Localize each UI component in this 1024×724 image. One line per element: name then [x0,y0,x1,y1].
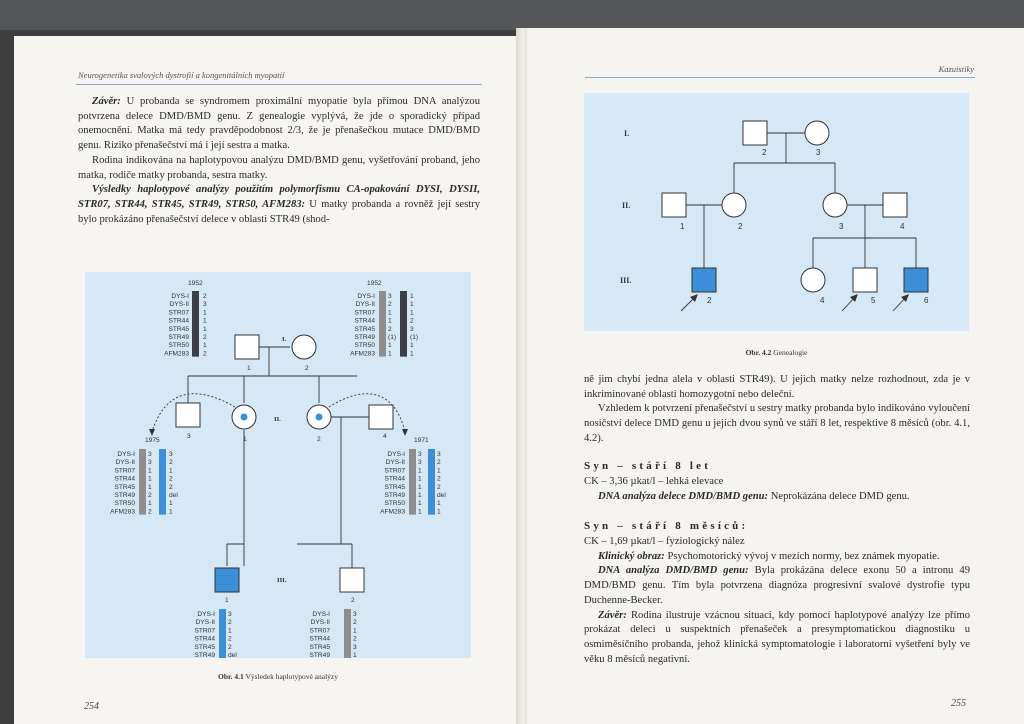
uncle-allele: 2 [169,483,173,491]
grandmother-number: 2 [305,365,309,372]
genealogy-figure [584,93,969,331]
gen-II-num-1: 1 [680,222,685,231]
uncle-allele: 2 [148,508,152,516]
gen-III-2-affected [692,268,716,292]
grandfather-allele: 2 [203,334,207,341]
proband-marker-label: STR07 [194,627,215,635]
grandmother-allele: 1 [410,350,414,358]
cousin-allele: 3 [353,611,357,618]
aunt-husband-allele: 3 [418,451,422,458]
grandmother-marker-label: STR45 [354,325,375,333]
cousin-allele: 2 [353,635,357,643]
aunt-husband-allele: 1 [418,467,422,475]
grandmother-marker-label: STR50 [354,342,375,350]
aunt-husband-haplotype-bar-2 [428,449,435,515]
grandmother-symbol [292,335,316,359]
grandmother-marker-label: STR44 [354,317,375,325]
paragraph-indication: Rodina indikována na haplotypovou analýzu DMD/BMD genu, vyšetřování proband, jeho matka, rodiče matky probanda, sestra matky. [78,154,480,181]
uncle-symbol [176,403,200,427]
grandfather-allele: 2 [203,293,207,300]
grandmother-allele: 1 [388,317,392,325]
genealogy-gen-II: II. [622,201,631,210]
gen-label-III: III. [277,577,287,584]
gen-II-1-male [662,193,686,217]
gen-I-num-2: 2 [762,148,767,157]
grandmother-allele: 1 [388,309,392,317]
page-number-right: 255 [951,698,966,709]
uncle-marker-label: DYS-II [115,459,135,467]
grandmother-marker-label: DYS-II [355,301,375,309]
aunt-husband-number: 4 [383,433,387,440]
cousin-haplotype-bar-1 [344,609,351,658]
son-8y-dna-label: DNA analýza delece DMD/BMD genu: [598,490,769,502]
gen-II-num-3: 3 [839,222,844,231]
aunt-husband-marker-label: STR50 [384,500,405,508]
haplotype-figure [85,272,471,658]
gen-II-2-female [722,193,746,217]
grandfather-number: 1 [247,365,251,372]
gen-III-6-affected [904,268,928,292]
proband-allele: del [228,652,237,658]
aunt-husband-allele: 3 [437,451,441,458]
grandfather-marker-label: STR49 [168,334,189,341]
section-son-8-years [584,475,970,504]
grandmother-allele: 1 [410,342,414,350]
aunt-husband-marker-label: AFM283 [380,508,405,516]
grandmother-allele: (1) [388,334,397,341]
aunt-husband-year: 1971 [414,437,429,444]
figure-4-1-caption [85,672,471,681]
gen-I-3-female [805,121,829,145]
aunt-husband-allele: 1 [418,475,422,483]
left-page [14,36,520,724]
gen-III-4-female [801,268,825,292]
section-son-8-months-title: Syn – stáří 8 měsíců: [584,520,749,532]
grandfather-allele: 1 [203,325,207,333]
uncle-marker-label: DYS-I [117,451,135,458]
figure-4-1-label: Obr. 4.1 [217,672,244,681]
proband-allele: 1 [228,627,232,635]
figure-4-2-title: Genealogie [773,348,808,357]
figure-4-2-caption [584,348,969,357]
grandfather-marker-label: STR50 [168,342,189,350]
aunt-husband-allele: del [437,492,446,499]
aunt-husband-symbol [369,405,393,429]
uncle-allele: 2 [169,475,173,483]
son-8m-ck: CK – 1,69 µkat/l – fyziologický nález [584,536,745,547]
cousin-symbol [340,568,364,592]
grandmother-year: 1952 [367,280,382,287]
grandfather-allele: 2 [203,350,207,358]
background-strip [0,0,1024,30]
genealogy-gen-III: III. [620,276,632,285]
gen-III-5-male [853,268,877,292]
grandmother-allele: 2 [410,317,414,325]
gen-II-4-male [883,193,907,217]
gen-label-II: II. [274,416,281,423]
cousin-marker-label: STR45 [309,643,330,651]
grandmother-allele: (1) [410,334,419,341]
grandmother-haplotype-bar-2 [400,291,407,357]
uncle-marker-label: AFM283 [110,508,135,516]
son-8y-dna-text: Neprokázána delece DMD genu. [768,490,910,502]
proband-allele: 2 [228,643,232,651]
aunt-husband-marker-label: STR44 [384,475,405,483]
uncle-allele: 3 [169,451,173,458]
results-text: U matky probanda a rovněž její sestry bylo prokázáno přenašečství delece v oblasti STR49 (shod- [78,198,480,225]
grandmother-allele: 2 [388,325,392,333]
grandmother-allele: 1 [388,350,392,358]
header-rule-left [76,84,482,85]
uncle-allele: 1 [169,467,173,475]
uncle-marker-label: STR50 [114,500,135,508]
cousin-allele: 3 [353,643,357,651]
cousin-marker-label: DYS-II [310,619,330,627]
gen-III-num-4: 4 [820,296,825,305]
aunt-number: 2 [317,436,321,443]
proband-symbol [215,568,239,592]
proband-allele: 2 [228,619,232,627]
uncle-marker-label: STR45 [114,483,135,491]
uncle-allele: 2 [169,459,173,467]
uncle-allele: 1 [148,483,152,491]
grandfather-haplotype-bar-1 [192,291,199,357]
section-son-8-months [584,535,970,667]
grandfather-marker-label: DYS-II [169,301,189,309]
uncle-haplotype-bar-2 [159,449,166,515]
aunt-husband-allele: 1 [437,500,441,508]
grandmother-marker-label: STR07 [354,309,375,317]
gen-II-3-female [823,193,847,217]
intro-paragraph-1: ně jim chybí jedna alela v oblasti STR49). U jejich matky nelze rozhodnout, zda je v inkriminované oblasti homozygotní nebo deleční. [584,374,970,400]
gen-I-1-male [743,121,767,145]
grandfather-marker-label: STR44 [168,317,189,325]
uncle-haplotype-bar-1 [139,449,146,515]
son-8m-conclusion-text: Rodina ilustruje vzácnou situaci, kdy pomocí haplotypové analýzy lze přímo prokázat deleci u suspektních přenašeček a presymptomatickou diagnostiku u osmiměsíčního probanda, jehož klinická symptomatologie i laboratorní vyšetření byly ve věku 8 měsíců negativní. [584,609,970,665]
gen-III-num-6: 6 [924,296,929,305]
aunt-husband-marker-label: STR49 [384,492,405,499]
son-8m-dna-label: DNA analýza DMD/BMD genu: [598,565,749,577]
grandmother-allele: 3 [410,325,414,333]
proband-marker-label: DYS-I [197,611,215,618]
aunt-husband-marker-label: STR45 [384,483,405,491]
son-8y-ck: CK – 3,36 µkat/l – lehká elevace [584,476,724,487]
aunt-husband-allele: 2 [437,459,441,467]
grandmother-allele: 1 [410,293,414,300]
cousin-marker-label: STR44 [309,635,330,643]
cousin-marker-label: DYS-I [312,611,330,618]
grandmother-marker-label: DYS-I [357,293,375,300]
uncle-marker-label: STR44 [114,475,135,483]
proband-allele: 2 [228,635,232,643]
gen-label-I: I. [282,336,287,343]
proband-haplotype-bar-1 [219,609,226,658]
mother-carrier-dot [241,414,248,421]
running-header-right: Kazuistiky [938,64,974,74]
grandfather-symbol [235,335,259,359]
grandfather-allele: 1 [203,317,207,325]
proband-number: 1 [225,597,229,604]
cousin-marker-label: STR49 [309,652,330,658]
grandmother-allele: 1 [410,301,414,309]
grandfather-year: 1952 [188,280,203,287]
gen-III-num-5: 5 [871,296,876,305]
proband-marker-label: STR44 [194,635,215,643]
aunt-husband-marker-label: STR07 [384,467,405,475]
aunt-husband-marker-label: DYS-I [387,451,405,458]
gen-II-num-4: 4 [900,222,905,231]
uncle-allele: del [169,492,178,499]
right-page [527,28,1024,724]
grandfather-marker-label: STR07 [168,309,189,317]
left-body-text [78,95,480,227]
uncle-allele: 1 [169,500,173,508]
uncle-allele: 1 [148,500,152,508]
cousin-allele: 1 [353,652,357,658]
aunt-husband-allele: 1 [437,508,441,516]
genealogy-gen-I: I. [624,129,630,138]
results-label: Výsledky haplotypové analýzy použitím polymorfismu CA-opakování DYSI, DYSII, STR07, STR44, STR45, STR49, STR50, AFM283: [78,184,480,210]
grandfather-marker-label: AFM283 [164,350,189,358]
grandmother-marker-label: AFM283 [350,350,375,358]
page-number-left: 254 [84,701,99,712]
uncle-allele: 3 [148,451,152,458]
grandfather-allele: 3 [203,301,207,309]
figure-4-1-title: Výsledek haplotypové analýzy [245,672,338,681]
mother-number: 1 [243,436,247,443]
grandmother-allele: 3 [388,293,392,300]
figure-4-2-label: Obr. 4.2 [745,348,772,357]
grandmother-allele: 1 [388,342,392,350]
uncle-year: 1975 [145,437,160,444]
grandfather-allele: 1 [203,309,207,317]
son-8m-clinical-text: Psychomotorický vývoj v mezích normy, bez známek myopatie. [664,550,940,562]
aunt-husband-allele: 1 [418,492,422,499]
grandfather-marker-label: STR45 [168,325,189,333]
proband-marker-label: DYS-II [195,619,215,627]
son-8m-conclusion-label: Závěr: [598,609,627,621]
grandfather-marker-label: DYS-I [171,293,189,300]
aunt-husband-allele: 1 [437,467,441,475]
uncle-allele: 1 [148,467,152,475]
uncle-marker-label: STR07 [114,467,135,475]
aunt-husband-allele: 1 [418,508,422,516]
running-header-left: Neurogenetika svalových dystrofií a kongenitálních myopatií [78,70,285,80]
cousin-number: 2 [351,597,355,604]
intro-paragraph-2: Vzhledem k potvrzení přenašečství u sestry matky probanda bylo indikováno vyloučení nosičství delece DMD genu u jejích dvou synů ve stáří 8 let, respektive 8 měsíců (obr. 4.1, 4.2). [584,403,970,444]
son-8m-clinical-label: Klinický obraz: [598,550,665,562]
aunt-husband-haplotype-bar-1 [409,449,416,515]
uncle-number: 3 [187,433,191,440]
grandmother-allele: 2 [388,301,392,309]
aunt-husband-allele: 2 [437,483,441,491]
proband-marker-label: STR45 [194,643,215,651]
gen-I-num-3: 3 [816,148,821,157]
grandmother-haplotype-bar-1 [379,291,386,357]
cousin-marker-label: STR07 [309,627,330,635]
uncle-allele: 3 [148,459,152,467]
gen-II-num-2: 2 [738,222,743,231]
cousin-allele: 1 [353,627,357,635]
aunt-husband-allele: 3 [418,459,422,467]
grandmother-marker-label: STR49 [354,334,375,341]
header-rule-right [585,77,975,78]
cousin-allele: 2 [353,619,357,627]
aunt-husband-allele: 1 [418,500,422,508]
uncle-allele: 2 [148,492,152,499]
uncle-allele: 1 [169,508,173,516]
section-son-8-years-title: Syn – stáří 8 let [584,460,712,472]
aunt-carrier-dot [316,414,323,421]
gen-III-num-2: 2 [707,296,712,305]
uncle-allele: 1 [148,475,152,483]
aunt-husband-allele: 2 [437,475,441,483]
proband-marker-label: STR49 [194,652,215,658]
aunt-husband-allele: 1 [418,483,422,491]
conclusion-label: Závěr: [92,96,121,107]
son-8m-dna-text: Byla prokázána delece exonu 50 a intronu 49 DMD/BMD genu. Tím byla potvrzena diagnóza progresivní svalové dystrofie typu Duchenne-Becker. [584,565,970,606]
uncle-marker-label: STR49 [114,492,135,499]
aunt-husband-marker-label: DYS-II [385,459,405,467]
conclusion-text: U probanda se syndromem proximální myopatie byla přímou DNA analýzou potvrzena delece DMD/BMD genu. Z genealogie vyplývá, že jde o sporadický případ onemocnění. Matka má tedy pravděpodobnost 2/3, že je přenašečkou mutace DMD/BMD genu. Riziko přenašečství má i její sestra a matka. [78,96,480,152]
right-intro-text [584,373,970,447]
grandmother-allele: 1 [410,309,414,317]
grandfather-allele: 1 [203,342,207,350]
proband-allele: 3 [228,611,232,618]
